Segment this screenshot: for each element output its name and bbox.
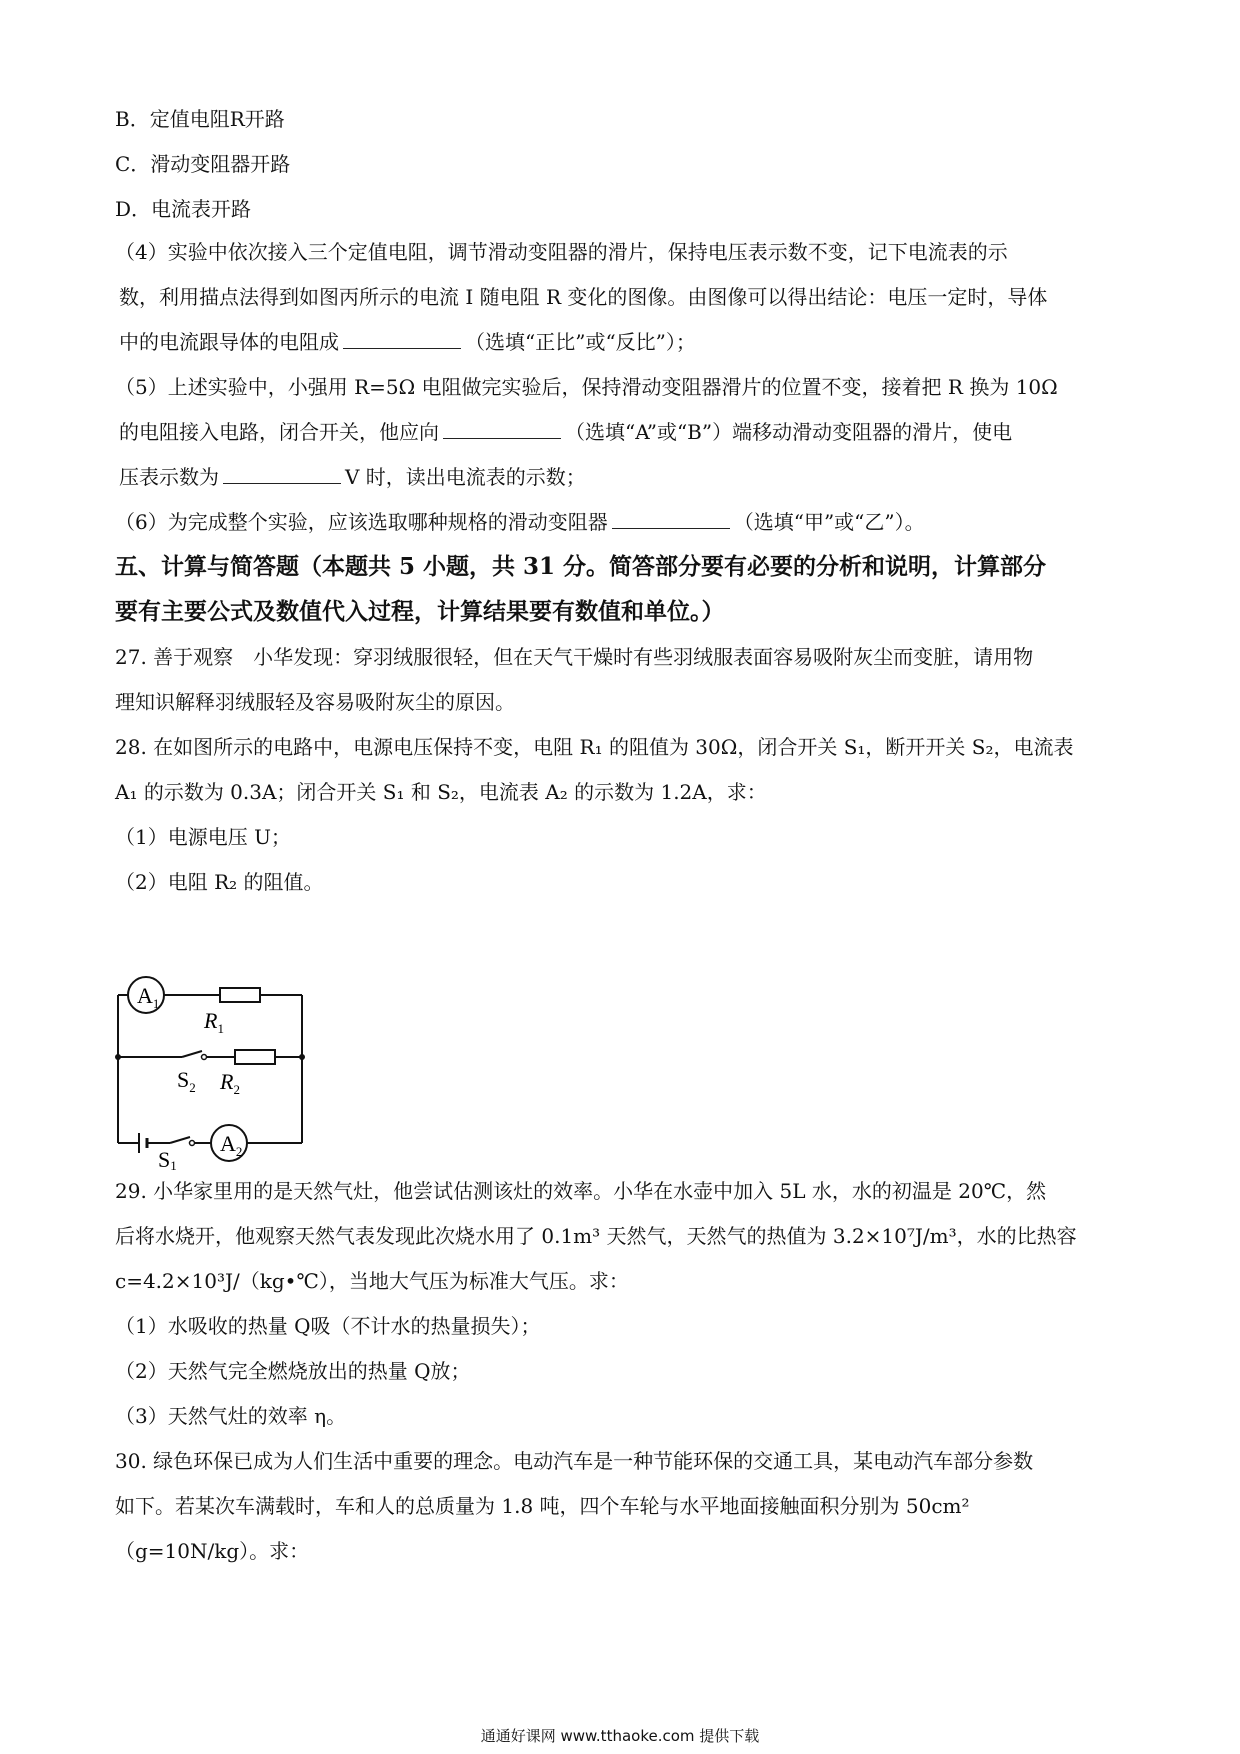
q27-line1: 27. 善于观察 小华发现：穿羽绒服很轻，但在天气干燥时有些羽绒服表面容易吸附灰尘而变脏，请用物 <box>115 645 1034 669</box>
q30-line3: （g=10N/kg）。求： <box>115 1539 310 1563</box>
q5-line2 <box>119 417 1012 447</box>
switch-s1-label: S1 <box>158 1147 177 1170</box>
q27-line2: 理知识解释羽绒服轻及容易吸附灰尘的原因。 <box>115 690 515 714</box>
ammeter-a2-label: $A_2$ <box>220 1131 243 1159</box>
node-right <box>299 1054 305 1060</box>
q28-line1: 28. 在如图所示的电路中，电源电压保持不变，电阻 R₁ 的阻值为 30Ω，闭合开关 S₁，断开开关 S₂，电流表 <box>115 735 1074 759</box>
option-c: C．滑动变阻器开路 <box>115 152 291 176</box>
resistor-r2 <box>235 1050 275 1064</box>
q29-line3: c=4.2×10³J/（kg•℃），当地大气压为标准大气压。求： <box>115 1269 629 1293</box>
ammeter-a1-label: $A_1$ <box>137 983 160 1011</box>
section5-heading-line1: 五、计算与简答题（本题共 5 小题，共 31 分。简答部分要有必要的分析和说明，计算部分 <box>115 553 1047 580</box>
page-footer: 通通好课网 www.tthaoke.com 提供下载 <box>480 1727 760 1745</box>
q29-part1: （1）水吸收的热量 Q吸（不计水的热量损失）； <box>115 1314 541 1338</box>
q5-line3 <box>119 462 586 492</box>
resistor-r1 <box>220 988 260 1002</box>
circuit-diagram <box>100 975 320 1170</box>
q5-line2-pre: 的电阻接入电路，闭合开关，他应向 <box>119 420 439 444</box>
q4-line3-pre: 中的电流跟导体的电阻成 <box>119 330 339 354</box>
q5-voltage-blank[interactable] <box>223 465 341 484</box>
q4-line3 <box>119 327 696 357</box>
q6-answer-blank[interactable] <box>612 510 730 529</box>
q30-line1: 30. 绿色环保已成为人们生活中重要的理念。电动汽车是一种节能环保的交通工具，某电动汽车部分参数 <box>115 1449 1034 1473</box>
q5-direction-blank[interactable] <box>443 420 561 439</box>
option-b: B．定值电阻R开路 <box>115 107 285 131</box>
q4-answer-blank[interactable] <box>343 330 461 349</box>
node-left <box>115 1054 121 1060</box>
q5-line3-pre: 压表示数为 <box>119 465 219 489</box>
q30-line2: 如下。若某次车满载时，车和人的总质量为 1.8 吨，四个车轮与水平地面接触面积分别为 50cm² <box>115 1494 970 1518</box>
q6-post: （选填“甲”或“乙”）。 <box>733 510 925 534</box>
q28-line2: A₁ 的示数为 0.3A；闭合开关 S₁ 和 S₂，电流表 A₂ 的示数为 1.2A，求： <box>115 780 767 804</box>
q4-line1: （4）实验中依次接入三个定值电阻，调节滑动变阻器的滑片，保持电压表示数不变，记下电流表的示 <box>115 240 1008 264</box>
resistor-r1-label: $R_1$ <box>204 1008 224 1036</box>
option-d: D．电流表开路 <box>115 197 252 221</box>
q29-part3: （3）天然气灶的效率 η。 <box>115 1404 347 1428</box>
q28-part2: （2）电阻 R₂ 的阻值。 <box>115 870 324 894</box>
q6-pre: （6）为完成整个实验，应该选取哪种规格的滑动变阻器 <box>115 510 608 534</box>
q29-part2: （2）天然气完全燃烧放出的热量 Q放； <box>115 1359 471 1383</box>
switch-s2-contact <box>202 1055 207 1060</box>
q5-line3-post: V 时，读出电流表的示数； <box>345 465 586 489</box>
q29-line2: 后将水烧开，他观察天然气表发现此次烧水用了 0.1m³ 天然气，天然气的热值为 3.2×10⁷J/m³，水的比热容 <box>115 1224 1077 1248</box>
q4-line3-post: （选填“正比”或“反比”）； <box>465 330 696 354</box>
q29-line1: 29. 小华家里用的是天然气灶，他尝试估测该灶的效率。小华在水壶中加入 5L 水，水的初温是 20℃，然 <box>115 1179 1047 1203</box>
q6-line <box>115 507 925 537</box>
switch-s2-label: $S_2$ <box>177 1067 196 1095</box>
q28-part1: （1）电源电压 U； <box>115 825 291 849</box>
resistor-r2-label: $R_2$ <box>220 1069 240 1097</box>
q5-line2-post: （选填“A”或“B”）端移动滑动变阻器的滑片，使电 <box>565 420 1013 444</box>
q4-line2: 数，利用描点法得到如图丙所示的电流 I 随电阻 R 变化的图像。由图像可以得出结论：电压一定时，导体 <box>119 285 1048 309</box>
switch-s1-contact <box>190 1141 195 1146</box>
section5-heading-line2: 要有主要公式及数值代入过程，计算结果要有数值和单位。） <box>115 598 725 625</box>
q5-line1: （5）上述实验中，小强用 R=5Ω 电阻做完实验后，保持滑动变阻器滑片的位置不变，接着把 R 换为 10Ω <box>115 375 1058 399</box>
